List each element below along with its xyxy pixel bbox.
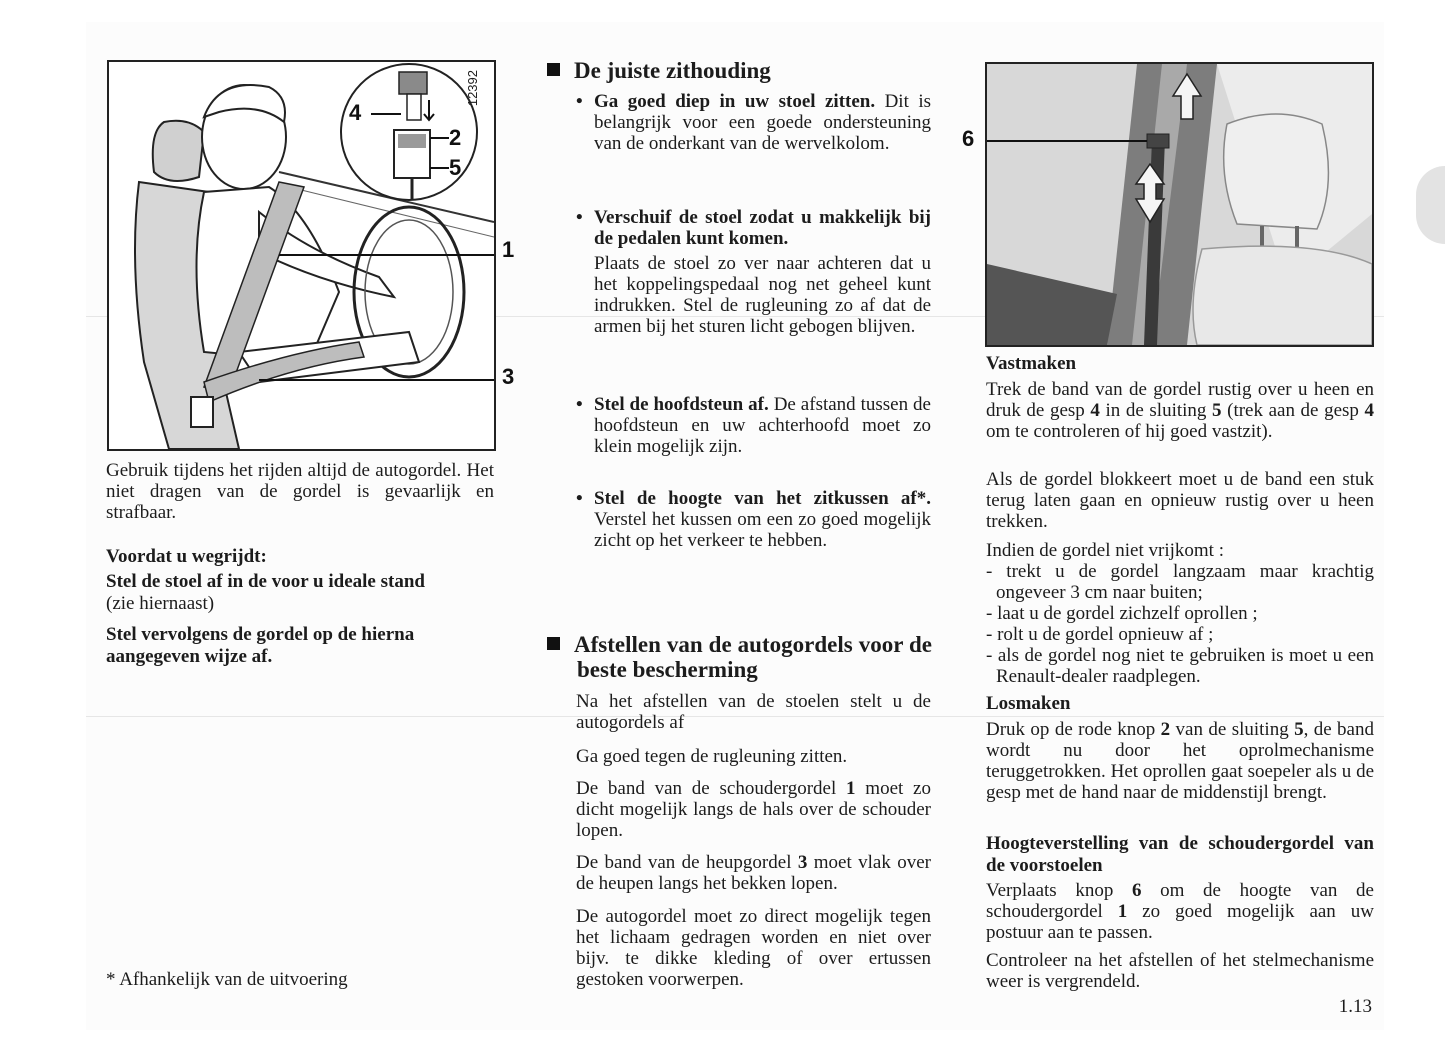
b-pillar-drawing	[987, 64, 1372, 345]
adjust-belt-instruction: Stel vervolgens de gordel op de hierna aangegeven wijze af.	[106, 624, 415, 667]
bullet-sit-deep	[576, 91, 931, 154]
page-tab-marker	[1416, 166, 1445, 244]
square-bullet-icon	[547, 637, 560, 650]
bullet-bold: Stel de hoogte van het zitkussen af*.	[594, 488, 931, 509]
fasten-instruction-text	[986, 379, 1374, 442]
left-intro-text: Gebruik tijdens het rijden altijd de autogordel. Het niet dragen van de gordel is gevaarlijk en strafbaar.	[106, 460, 494, 523]
text-part: Druk op de rode knop	[986, 719, 1161, 740]
section-belt-adjust-heading	[547, 632, 932, 682]
text-part: De band van de heupgordel	[576, 852, 798, 873]
ref-number: 5	[1212, 400, 1222, 421]
ref-number: 4	[1090, 400, 1100, 421]
list-item: - als de gordel nog niet te gebruiken is moet u een Renault-dealer raadplegen.	[986, 645, 1374, 687]
callout-6: 6	[962, 126, 975, 151]
belt-intro-text: Na het afstellen van de stoelen stelt u de autogordels af	[576, 691, 931, 733]
bullet-move-seat	[576, 207, 931, 337]
belt-stuck-list	[986, 561, 1374, 687]
bullet-dot-icon: •	[576, 488, 583, 509]
shoulder-belt-text	[576, 778, 931, 841]
bullet-dot-icon: •	[576, 207, 583, 228]
belt-height-adjuster-photo	[985, 62, 1374, 347]
text-part: , de band wordt nu door het oprolmechanisme teruggetrokken. Het oprollen gaat soepeler als u de gesp met de hand naar de middenstijl brengt.	[986, 719, 1374, 803]
belt-body-contact-text: De autogordel moet zo direct mogelijk tegen het lichaam gedragen worden en niet over bijv. te dikke kleding of over ertussen gestoken voorwerpen.	[576, 906, 931, 990]
bullet-headrest	[576, 394, 931, 457]
text-part: De band van de schoudergordel	[576, 778, 847, 799]
unfasten-heading: Losmaken	[986, 693, 1071, 714]
footnote: * Afhankelijk van de uitvoering	[106, 969, 348, 990]
bullet-dot-icon: •	[576, 91, 583, 112]
figure-id: 12392	[465, 70, 480, 107]
ref-number: 6	[1131, 880, 1142, 901]
section-title: Afstellen van de autogordels voor de beste bescherming	[574, 632, 932, 682]
section-sitting-position-heading	[547, 58, 937, 83]
text-part: moet vlak over de heupen langs het bekken lopen.	[576, 852, 931, 894]
ref-number: 1	[1117, 901, 1128, 922]
text-part: van de sluiting	[1170, 719, 1295, 740]
driver-drawing	[109, 62, 494, 449]
text-part: zo goed mogelijk aan uw postuur aan te passen.	[986, 901, 1374, 943]
bullet-bold: Verschuif de stoel zodat u makkelijk bij de pedalen kunt komen.	[594, 207, 931, 249]
bullet-text: Verstel het kussen om een zo goed mogelijk zicht op het verkeer te hebben.	[594, 509, 931, 551]
square-bullet-icon	[547, 63, 560, 76]
ref-number: 5	[1294, 719, 1304, 740]
bullet-bold: Stel de hoofdsteun af.	[594, 394, 769, 415]
page-number: 1.13	[1338, 996, 1372, 1017]
text-part: Trek de band van de gordel rustig over u heen en druk de gesp	[986, 379, 1374, 421]
callout-2: 2	[449, 125, 462, 150]
text-part: (trek aan de gesp	[1221, 400, 1365, 421]
list-item: - laat u de gordel zichzelf oprollen ;	[986, 603, 1258, 624]
text-part: om te controleren of hij goed vastzit).	[986, 421, 1273, 442]
list-item: - trekt u de gordel langzaam maar krachtig ongeveer 3 cm naar buiten;	[986, 561, 1374, 603]
belt-stuck-intro: Indien de gordel niet vrijkomt :	[986, 540, 1224, 561]
check-lock-text: Controleer na het afstellen of het stelmechanisme weer is vergrendeld.	[986, 950, 1374, 992]
lap-belt-text	[576, 852, 931, 894]
text-part: om de hoogte van de schoudergordel	[986, 880, 1374, 922]
ref-number: 3	[797, 852, 808, 873]
bullet-dot-icon: •	[576, 394, 583, 415]
list-item: - rolt u de gordel opnieuw af ;	[986, 624, 1214, 645]
fasten-heading: Vastmaken	[986, 353, 1077, 374]
bullet-bold: Ga goed diep in uw stoel zitten.	[594, 91, 876, 112]
callout-4: 4	[349, 100, 362, 125]
bullet-text: Dit is belangrijk voor een goede ondersteuning van de onderkant van de wervelkolom.	[594, 91, 931, 154]
ref-number: 2	[1160, 719, 1171, 740]
text-part: Verplaats knop	[986, 880, 1132, 901]
before-driving-heading: Voordat u wegrijdt:	[106, 546, 267, 567]
sit-against-backrest-text: Ga goed tegen de rugleuning zitten.	[576, 746, 848, 767]
bullet-text: Plaats de stoel zo ver naar achteren dat u het koppelingspedaal nog net geheel kunt indrukken. Stel de rugleuning zo af dat de armen bij het sturen licht gebogen blijven.	[594, 253, 931, 337]
seatbelt-driver-illustration	[107, 60, 496, 451]
callout-1: 1	[502, 237, 515, 262]
height-adjust-text	[986, 880, 1374, 943]
adjust-seat-instruction: Stel de stoel af in de voor u ideale stand	[106, 571, 425, 592]
ref-number: 1	[846, 778, 856, 799]
callout-3: 3	[502, 364, 515, 389]
see-opposite-note: (zie hiernaast)	[106, 593, 215, 614]
unfasten-instruction-text	[986, 719, 1374, 803]
section-title: De juiste zithouding	[574, 58, 771, 83]
belt-blocks-text: Als de gordel blokkeert moet u de band een stuk terug laten gaan en opnieuw rustig over u heen trekken.	[986, 469, 1374, 532]
bullet-text: De afstand tussen de hoofdsteun en uw achterhoofd moet zo klein mogelijk zijn.	[594, 394, 931, 457]
ref-number: 4	[1364, 400, 1374, 421]
bullet-seat-height	[576, 488, 931, 551]
text-part: in de sluiting	[1099, 400, 1213, 421]
callout-5: 5	[449, 155, 462, 180]
height-adjust-heading: Hoogteverstelling van de schoudergordel van de voorstoelen	[986, 833, 1374, 876]
text-part: moet zo dicht mogelijk langs de hals over de schouder lopen.	[576, 778, 931, 841]
